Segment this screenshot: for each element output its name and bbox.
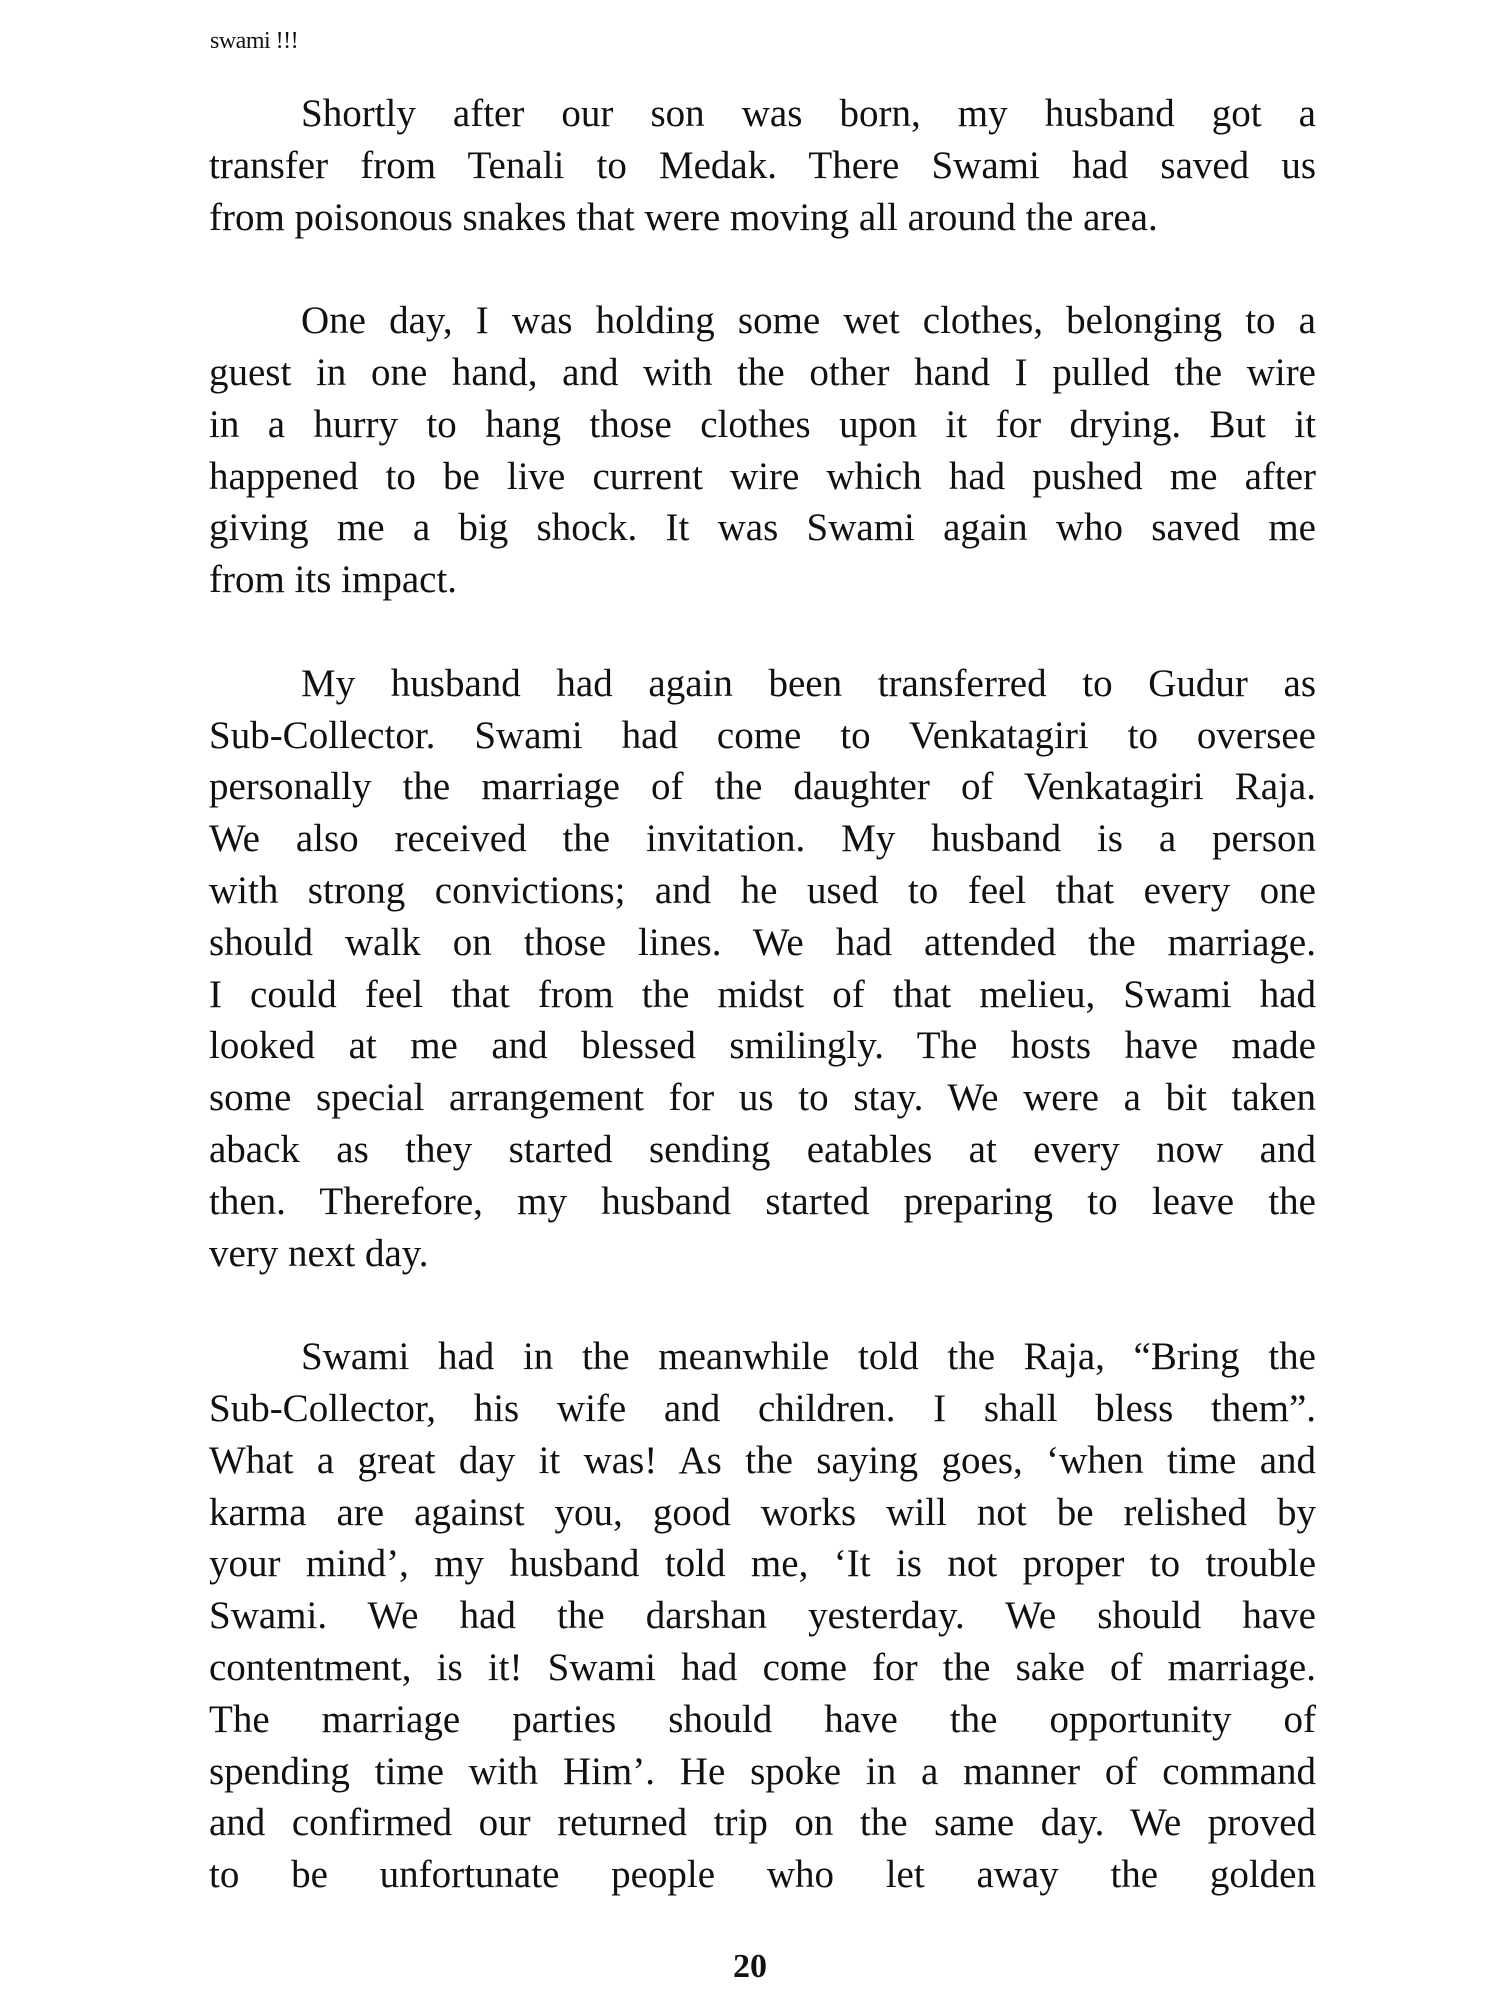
text-line: Sub-Collector, his wife and children. I shall bless them”. bbox=[209, 1386, 1316, 1430]
page-number: 20 bbox=[733, 1948, 767, 1985]
text-line: with strong convictions; and he used to feel that every one bbox=[209, 868, 1316, 912]
text-line: I could feel that from the midst of that melieu, Swami had bbox=[209, 972, 1316, 1016]
text-line: guest in one hand, and with the other hand I pulled the wire bbox=[209, 350, 1316, 394]
text-line: to be unfortunate people who let away the golden bbox=[209, 1853, 1316, 1897]
text-line: should walk on those lines. We had attended the marriage. bbox=[209, 920, 1316, 964]
text-line: very next day. bbox=[209, 1231, 429, 1275]
text-line: Swami. We had the darshan yesterday. We should have bbox=[209, 1594, 1316, 1638]
text-line: transfer from Tenali to Medak. There Swami had saved us bbox=[209, 143, 1316, 187]
text-line: One day, I was holding some wet clothes, belonging to a bbox=[301, 299, 1316, 343]
text-line: looked at me and blessed smilingly. The hosts have made bbox=[209, 1024, 1316, 1068]
paragraph bbox=[209, 88, 1316, 243]
text-line: My husband had again been transferred to Gudur as bbox=[301, 661, 1316, 705]
text-line: What a great day it was! As the saying goes, ‘when time and bbox=[209, 1438, 1316, 1482]
text-line: in a hurry to hang those clothes upon it for drying. But it bbox=[209, 402, 1316, 446]
text-line: from its impact. bbox=[209, 558, 458, 602]
text-line: Shortly after our son was born, my husband got a bbox=[301, 92, 1316, 135]
text-line: your mind’, my husband told me, ‘It is not proper to trouble bbox=[209, 1542, 1316, 1586]
text-line: from poisonous snakes that were moving all around the area. bbox=[209, 195, 1158, 239]
text-line: giving me a big shock. It was Swami again who saved me bbox=[209, 506, 1316, 550]
text-line: and confirmed our returned trip on the same day. We proved bbox=[209, 1801, 1316, 1845]
paragraph bbox=[209, 295, 1316, 606]
text-line: aback as they started sending eatables at every now and bbox=[209, 1127, 1316, 1171]
text-line: The marriage parties should have the opportunity of bbox=[209, 1697, 1316, 1741]
text-line: spending time with Him’. He spoke in a manner of command bbox=[209, 1749, 1316, 1793]
text-line: Sub-Collector. Swami had come to Venkatagiri to oversee bbox=[209, 713, 1316, 757]
text-line: Swami had in the meanwhile told the Raja, “Bring the bbox=[301, 1335, 1316, 1379]
paragraph bbox=[209, 658, 1316, 1280]
page-body bbox=[209, 88, 1316, 1953]
text-line: some special arrangement for us to stay. We were a bit taken bbox=[209, 1076, 1316, 1120]
text-line: karma are against you, good works will not be relished by bbox=[209, 1490, 1316, 1534]
paragraph bbox=[209, 1331, 1316, 1901]
text-line: happened to be live current wire which had pushed me after bbox=[209, 454, 1316, 498]
running-header: swami !!! bbox=[210, 28, 299, 54]
text-line: personally the marriage of the daughter of Venkatagiri Raja. bbox=[209, 765, 1316, 809]
text-line: contentment, is it! Swami had come for the sake of marriage. bbox=[209, 1645, 1316, 1689]
text-line: then. Therefore, my husband started preparing to leave the bbox=[209, 1179, 1316, 1223]
text-line: We also received the invitation. My husband is a person bbox=[209, 817, 1316, 861]
